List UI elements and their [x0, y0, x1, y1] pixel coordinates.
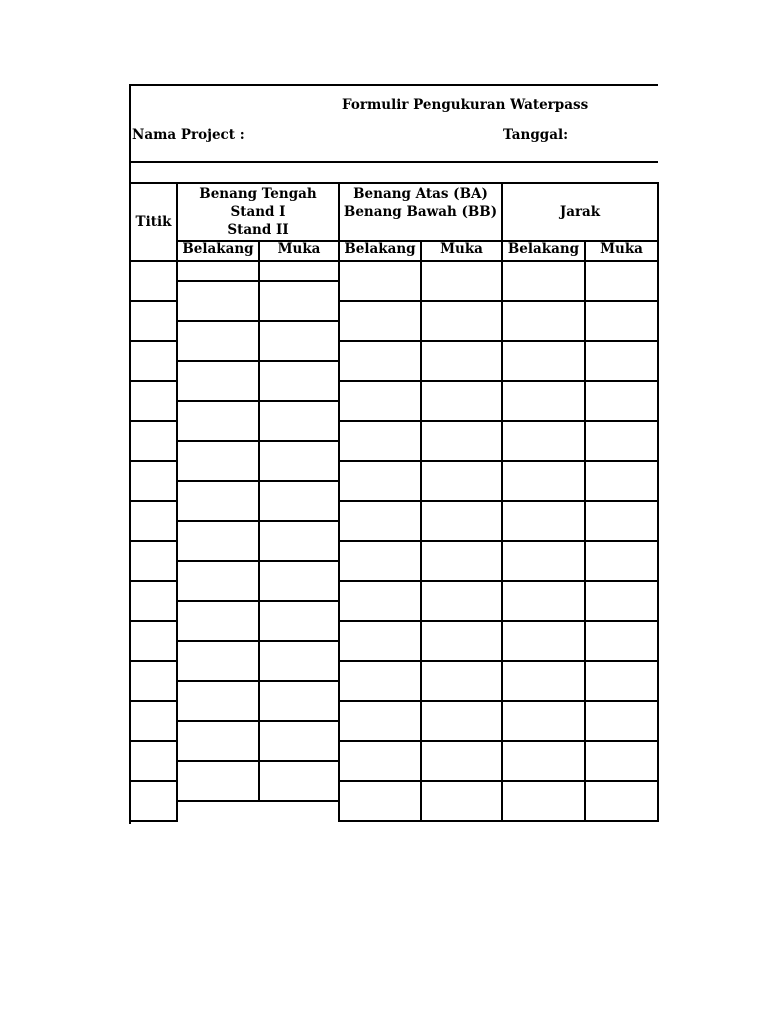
jarak-belakang-label: Belakang	[507, 241, 580, 257]
benang-tengah-header	[176, 182, 340, 242]
ba-bb-header	[338, 182, 503, 242]
bt-belakang-cell[interactable]	[176, 760, 260, 802]
bt-muka-header	[258, 240, 340, 262]
ba-muka-label: Muka	[440, 241, 483, 257]
bt-belakang-cell[interactable]	[176, 520, 260, 562]
ba-belakang-label: Belakang	[344, 241, 416, 257]
titik-cell[interactable]	[129, 500, 178, 542]
ba-belakang-cell[interactable]	[338, 260, 422, 302]
bt-muka-label: Muka	[277, 241, 321, 257]
ba-muka-cell[interactable]	[420, 420, 503, 462]
ba-belakang-cell[interactable]	[338, 780, 422, 822]
titik-cell[interactable]	[129, 380, 178, 422]
jarak-muka-cell[interactable]	[584, 420, 659, 462]
jarak-belakang-cell[interactable]	[501, 700, 586, 742]
form-header-divider	[129, 161, 658, 163]
jarak-belakang-cell[interactable]	[501, 460, 586, 502]
form-top-border	[129, 84, 658, 86]
ba-muka-cell[interactable]	[420, 380, 503, 422]
jarak-belakang-cell[interactable]	[501, 420, 586, 462]
ba-belakang-cell[interactable]	[338, 460, 422, 502]
jarak-muka-cell[interactable]	[584, 540, 659, 582]
bt-belakang-cell[interactable]	[176, 720, 260, 762]
jarak-belakang-cell[interactable]	[501, 660, 586, 702]
jarak-header	[501, 182, 659, 242]
bt-belakang-cell[interactable]	[176, 260, 260, 282]
ba-belakang-cell[interactable]	[338, 580, 422, 622]
jarak-muka-cell[interactable]	[584, 380, 659, 422]
ba-muka-cell[interactable]	[420, 540, 503, 582]
bt-belakang-cell[interactable]	[176, 560, 260, 602]
bt-belakang-cell[interactable]	[176, 600, 260, 642]
bt-line-3: Stand II	[227, 222, 289, 238]
jarak-muka-cell[interactable]	[584, 660, 659, 702]
titik-cell[interactable]	[129, 700, 178, 742]
titik-cell[interactable]	[129, 300, 178, 342]
ba-muka-cell[interactable]	[420, 700, 503, 742]
jarak-muka-cell[interactable]	[584, 580, 659, 622]
bt-belakang-cell[interactable]	[176, 640, 260, 682]
titik-label: Titik	[135, 214, 172, 230]
ba-muka-cell[interactable]	[420, 580, 503, 622]
ba-belakang-cell[interactable]	[338, 620, 422, 662]
titik-cell[interactable]	[129, 660, 178, 702]
jarak-muka-cell[interactable]	[584, 460, 659, 502]
ba-belakang-cell[interactable]	[338, 700, 422, 742]
bt-muka-cell[interactable]	[258, 680, 340, 722]
ba-belakang-cell[interactable]	[338, 500, 422, 542]
ba-muka-cell[interactable]	[420, 340, 503, 382]
ba-muka-cell[interactable]	[420, 500, 503, 542]
jarak-belakang-cell[interactable]	[501, 740, 586, 782]
titik-cell[interactable]	[129, 620, 178, 662]
jarak-belakang-cell[interactable]	[501, 580, 586, 622]
ba-line-1: Benang Atas (BA)	[353, 186, 488, 202]
bt-muka-cell[interactable]	[258, 260, 340, 282]
titik-cell[interactable]	[129, 540, 178, 582]
ba-belakang-cell[interactable]	[338, 540, 422, 582]
titik-cell[interactable]	[129, 260, 178, 302]
bt-muka-cell[interactable]	[258, 560, 340, 602]
bt-belakang-cell[interactable]	[176, 480, 260, 522]
bt-belakang-cell[interactable]	[176, 440, 260, 482]
bt-left-border	[176, 800, 178, 822]
jarak-muka-label: Muka	[600, 241, 643, 257]
jarak-belakang-cell[interactable]	[501, 380, 586, 422]
bt-belakang-header	[176, 240, 260, 262]
ba-muka-cell[interactable]	[420, 460, 503, 502]
bt-belakang-label: Belakang	[182, 241, 254, 257]
bt-belakang-cell[interactable]	[176, 360, 260, 402]
titik-cell[interactable]	[129, 420, 178, 462]
bt-muka-cell[interactable]	[258, 400, 340, 442]
titik-cell[interactable]	[129, 780, 178, 822]
bt-belakang-cell[interactable]	[176, 320, 260, 362]
bt-belakang-cell[interactable]	[176, 280, 260, 322]
jarak-belakang-cell[interactable]	[501, 340, 586, 382]
ba-muka-cell[interactable]	[420, 300, 503, 342]
jarak-belakang-cell[interactable]	[501, 620, 586, 662]
ba-muka-cell[interactable]	[420, 660, 503, 702]
bt-muka-cell[interactable]	[258, 760, 340, 802]
jarak-belakang-header	[501, 240, 586, 262]
titik-cell[interactable]	[129, 460, 178, 502]
bt-muka-cell[interactable]	[258, 640, 340, 682]
bt-belakang-cell[interactable]	[176, 680, 260, 722]
jarak-muka-cell[interactable]	[584, 500, 659, 542]
titik-cell[interactable]	[129, 340, 178, 382]
ba-muka-cell[interactable]	[420, 780, 503, 822]
ba-belakang-cell[interactable]	[338, 380, 422, 422]
jarak-muka-cell[interactable]	[584, 340, 659, 382]
bt-belakang-cell[interactable]	[176, 400, 260, 442]
ba-line-2: Benang Bawah (BB)	[343, 204, 498, 220]
jarak-muka-cell[interactable]	[584, 300, 659, 342]
form-title: Formulir Pengukuran Waterpass	[342, 97, 589, 113]
date-label: Tanggal:	[503, 127, 569, 143]
ba-muka-cell[interactable]	[420, 260, 503, 302]
bt-muka-cell[interactable]	[258, 320, 340, 362]
bt-muka-cell[interactable]	[258, 440, 340, 482]
ba-muka-header	[420, 240, 503, 262]
ba-belakang-cell[interactable]	[338, 660, 422, 702]
jarak-muka-cell[interactable]	[584, 700, 659, 742]
bt-muka-cell[interactable]	[258, 280, 340, 322]
titik-cell[interactable]	[129, 740, 178, 782]
titik-header	[129, 182, 178, 262]
bt-line-2: Stand I	[230, 204, 286, 220]
jarak-belakang-cell[interactable]	[501, 300, 586, 342]
project-name-label: Nama Project :	[132, 127, 245, 143]
ba-belakang-cell[interactable]	[338, 420, 422, 462]
bt-muka-cell[interactable]	[258, 600, 340, 642]
jarak-label: Jarak	[559, 204, 601, 220]
jarak-muka-cell[interactable]	[584, 620, 659, 662]
jarak-muka-cell[interactable]	[584, 740, 659, 782]
jarak-belakang-cell[interactable]	[501, 500, 586, 542]
bt-line-1: Benang Tengah	[199, 186, 317, 202]
jarak-muka-cell[interactable]	[584, 780, 659, 822]
ba-belakang-cell[interactable]	[338, 300, 422, 342]
bt-muka-cell[interactable]	[258, 480, 340, 522]
bt-muka-cell[interactable]	[258, 360, 340, 402]
ba-muka-cell[interactable]	[420, 740, 503, 782]
ba-belakang-cell[interactable]	[338, 740, 422, 782]
bt-muka-cell[interactable]	[258, 520, 340, 562]
jarak-belakang-cell[interactable]	[501, 540, 586, 582]
ba-belakang-cell[interactable]	[338, 340, 422, 382]
jarak-muka-cell[interactable]	[584, 260, 659, 302]
titik-cell[interactable]	[129, 580, 178, 622]
jarak-belakang-cell[interactable]	[501, 780, 586, 822]
ba-belakang-header	[338, 240, 422, 262]
jarak-muka-header	[584, 240, 659, 262]
bt-muka-cell[interactable]	[258, 720, 340, 762]
ba-muka-cell[interactable]	[420, 620, 503, 662]
jarak-belakang-cell[interactable]	[501, 260, 586, 302]
bt-right-border	[338, 800, 340, 822]
